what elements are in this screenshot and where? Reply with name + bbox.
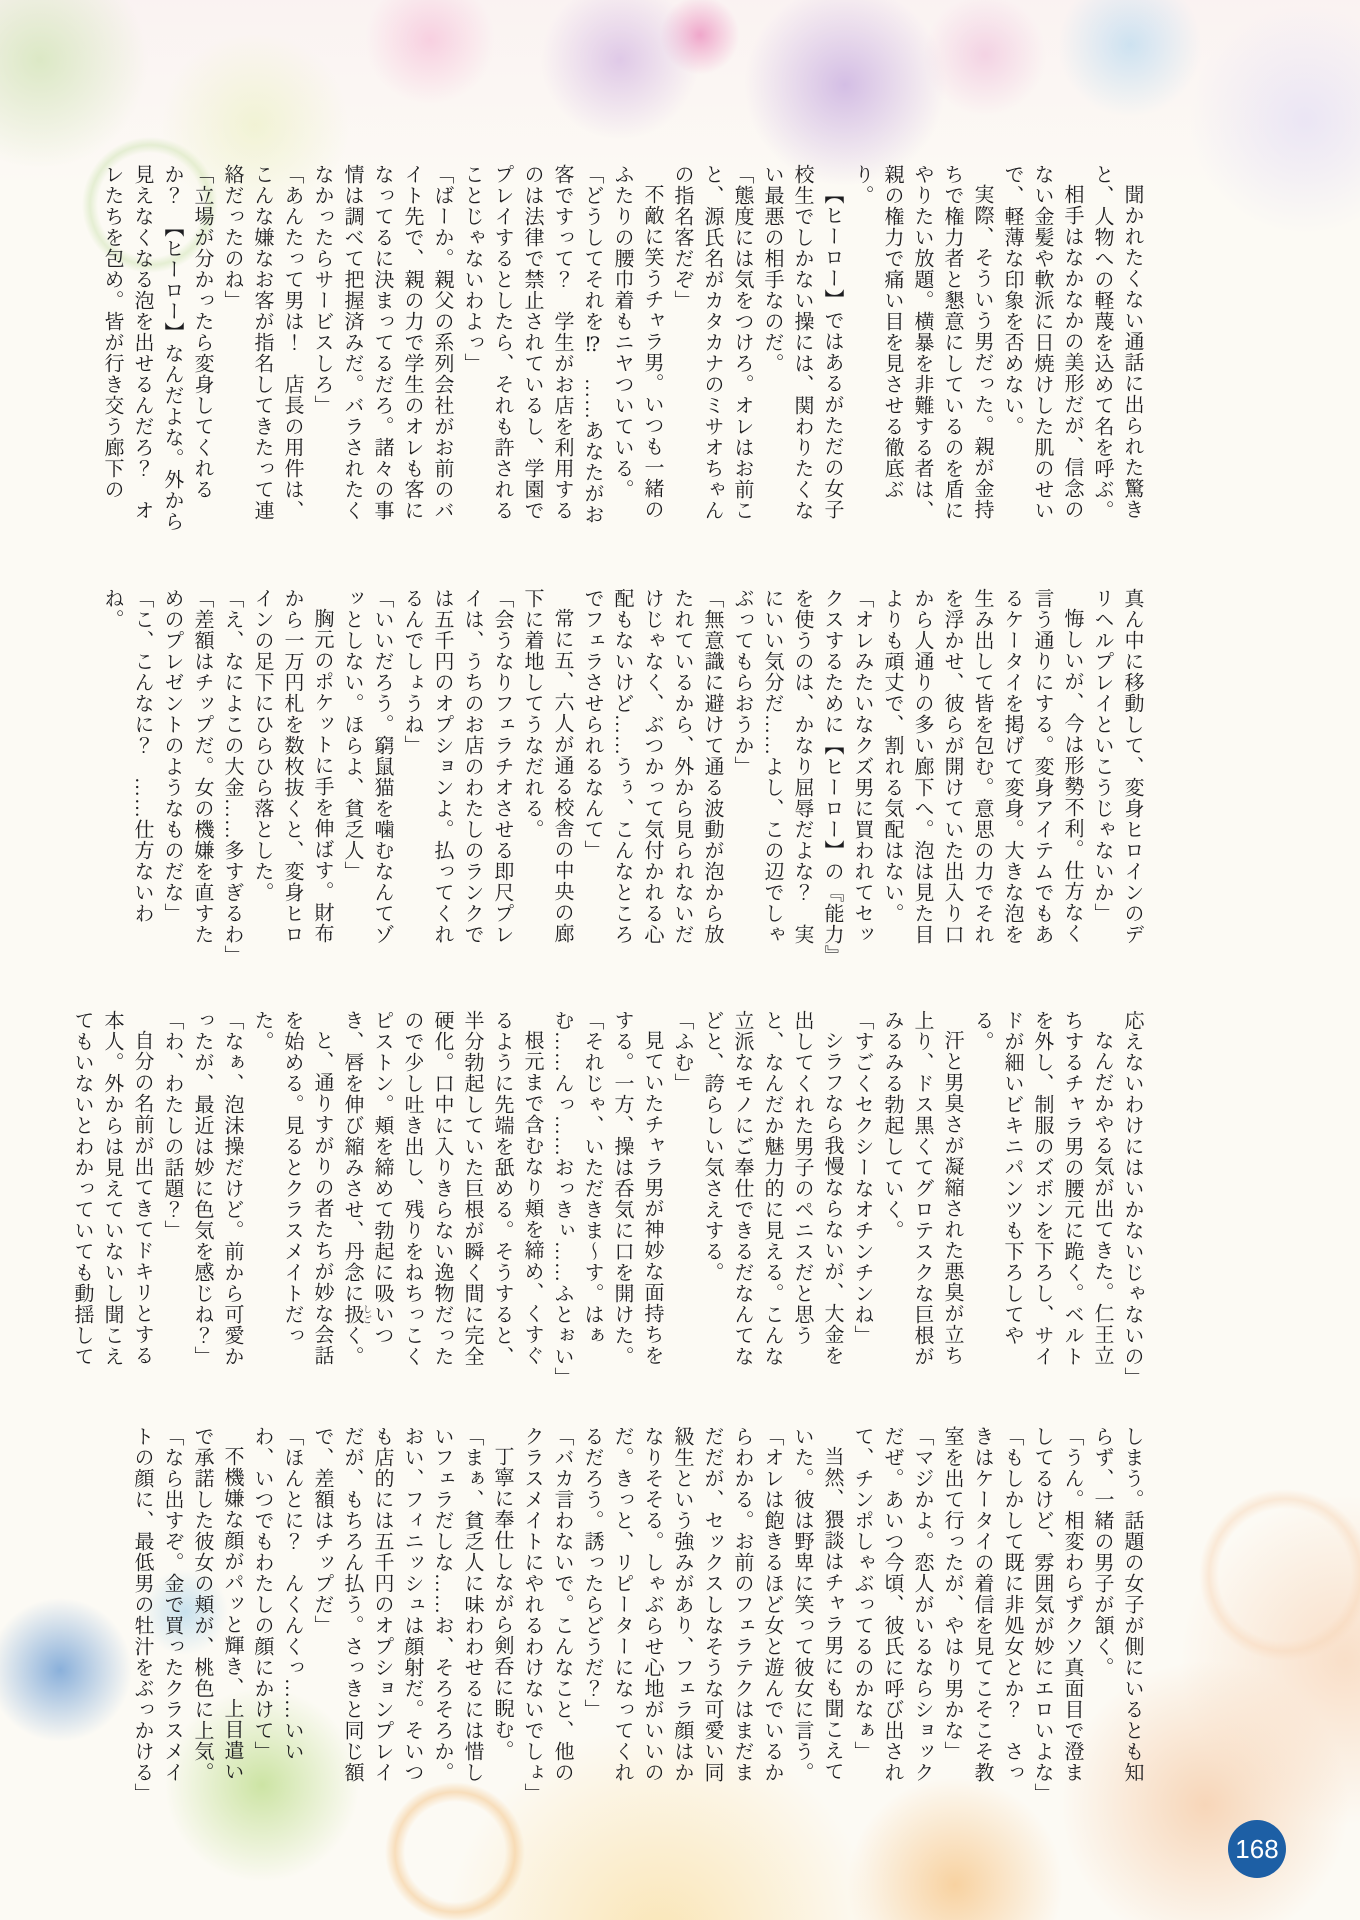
paragraph: 「あんたって男は！ 店長の用件は、こんな嫌なお客が指名してきたって連絡だったのね」 bbox=[221, 164, 303, 521]
paragraph: 「会うなりフェラチオさせる即尺プレイは、うちのお店のわたしのランクでは五千円のオプションよ。払ってくれるんでしょうね」 bbox=[401, 588, 513, 945]
paragraph: 「ほんとに？ んくんくっ……いいわ、いつでもわたしの顔にかけて」 bbox=[251, 1426, 303, 1762]
text-band-2 bbox=[101, 588, 1147, 966]
paragraph: 常に五、六人が通る校舎の中央の廊下に着地してうなだれる。 bbox=[521, 588, 573, 944]
paragraph: 見ていたチャラ男が神妙な面持ちをする。一方、操は呑気に口を開けた。 bbox=[611, 1010, 663, 1367]
paragraph: 自分の名前が出てきてドキリとする本人。外からは見えていないし聞こえてもいないとわかっていても動揺して bbox=[71, 1010, 153, 1367]
paragraph: なんだかやる気が出てきた。仁王立ちするチャラ男の腰元に跪く。ベルトを外し、制服のズボンを下ろし、サイドが細いビキニパンツも下ろしてやる。 bbox=[971, 1010, 1113, 1367]
paragraph: 「差額はチップだ。女の機嫌を直すためのプレゼントのようなものだな」 bbox=[161, 588, 213, 945]
paragraph: 「もしかして既に非処女とか？ さっきはケータイの着信を見てこそこそ教室を出て行ったが、やはり男かな」 bbox=[941, 1426, 1023, 1783]
paragraph: 「なぁ、泡沫操だけど。前から可愛かったが、最近は妙に色気を感じね？」 bbox=[191, 1010, 243, 1367]
paragraph: 「いいだろう。窮鼠猫を噛むなんてゾッとしない。ほらよ、貧乏人」 bbox=[341, 588, 393, 945]
paragraph: 汗と男臭さが凝縮された悪臭が立ち上り、ドス黒くてグロテスクな巨根がみるみる勃起していく。 bbox=[881, 1010, 963, 1367]
paragraph: 「どうしてそれを⁉ ……あなたがお客ですって？ 学生がお店を利用するのは法律で禁止されているし、学園でプレイするとしたら、それも許されることじゃないわよっ」 bbox=[461, 164, 603, 525]
text-band-4 bbox=[125, 1426, 1147, 1802]
paragraph: 胸元のポケットに手を伸ばす。財布から一万円札を数枚抜くと、変身ヒロインの足下にひらひら落とした。 bbox=[251, 588, 333, 945]
paragraph: 【ヒーロー】ではあるがただの女子校生でしかない操には、関わりたくない最悪の相手なのだ。 bbox=[761, 164, 843, 521]
paragraph: 聞かれたくない通話に出られた驚きと、人物への軽蔑を込めて名を呼ぶ。 bbox=[1091, 164, 1143, 521]
paragraph: 「え、なによこの大金……多すぎるわ」 bbox=[221, 588, 243, 966]
paragraph: 「バカ言わないで。こんなこと、他のクラスメイトにやれるわけないでしょ」 bbox=[521, 1426, 573, 1804]
paragraph: 相手はなかなかの美形だが、信念のない金髪や軟派に日焼けした肌のせいで、軽薄な印象を否めない。 bbox=[1001, 164, 1083, 521]
paragraph: 「わ、わたしの話題？」 bbox=[161, 1010, 183, 1241]
paragraph: 実際、そういう男だった。親が金持ちで権力者と懇意にしているのを盾にやりたい放題。横暴を非難する者は、親の権力で痛い目を見させる徹底ぶり。 bbox=[851, 164, 993, 521]
paragraph: と、通りすがりの者たちが妙な会話を始める。見るとクラスメイトだった。 bbox=[251, 1010, 333, 1366]
paragraph: 「立場が分かったら変身してくれるか？ 【ヒーロー】なんだよな。外から見えなくなる泡を出せるんだろ？ オレたちを包め。皆が行き交う廊下の bbox=[101, 164, 213, 532]
text-band-3 bbox=[71, 1010, 1147, 1388]
paragraph: 「マジかよ。恋人がいるならショックだぜ。あいつ今頃、彼氏に呼び出されて、チンポしゃぶってるのかなぁ」 bbox=[851, 1426, 933, 1783]
paragraph: 悔しいが、今は形勢不利。仕方なく言う通りにする。変身アイテムでもあるケータイを掲げて変身。大きな泡を生み出して皆を包む。意思の力でそれを浮かせ、彼らが開けていた出入り口から人通りの多い廊下へ。泡は見た目よりも頑丈で、割れる気配はない。 bbox=[881, 588, 1083, 945]
paragraph: 「態度には気をつけろ。オレはお前こと、源氏名がカタカナのミサオちゃんの指名客だぞ」 bbox=[671, 164, 753, 521]
paragraph: 不敵に笑うチャラ男。いつも一緒のふたりの腰巾着もニヤついている。 bbox=[611, 164, 663, 520]
paragraph: シラフなら我慢ならないが、大金を出してくれた男子のペニスだと思うと、なんだか魅力的に見える。こんな立派なモノにご奉仕できるだなんてなどと、誇らしい気さえする。 bbox=[701, 1010, 843, 1367]
paragraph: 「まぁ、貧乏人に味わわせるには惜しいフェラだしな……お、そろそろか。おい、フィニッシュは顔射だ。そいつも店的には五千円のオプションプレイだが、もちろん払う。さっきと同じ額で、差額はチップだ」 bbox=[311, 1426, 483, 1783]
paragraph: 当然、猥談はチャラ男にも聞こえていた。彼は野卑に笑って彼女に言う。 bbox=[791, 1426, 843, 1783]
paragraph: 真ん中に移動して、変身ヒロインのデリヘルプレイといこうじゃないか」 bbox=[1091, 588, 1143, 945]
paragraph: 根元まで含むなり頬を締め、くすぐるように先端を舐める。そうすると、半分勃起していた巨根が瞬く間に完全硬化。口中に入りきらない逸物だったので少し吐き出し、残りをねちっこくピストン。頬を締めて勃起に吸いつき、唇を伸び縮みさせ、丹念に扱 しごく。 bbox=[341, 1010, 543, 1367]
text-band-1 bbox=[101, 164, 1147, 540]
paragraph: 「オレみたいなクズ男に買われてセックスするために【ヒーロー】の『能力』を使うのは、かなり屈辱だよな？ 実にいい気分だ……よし、この辺でしゃぶってもらおうか」 bbox=[731, 588, 873, 956]
paragraph: 「無意識に避けて通る波動が泡から放たれているから、外から見られないだけじゃなく、ぶつかって気付かれる心配もないけど……うぅ、こんなところでフェラさせられるなんて」 bbox=[581, 588, 723, 945]
paragraph: 「それじゃ、いただきま〜す。はぁむ……んっ……おっきぃ……ふとぉい」 bbox=[551, 1010, 603, 1388]
paragraph: 「ふむ」 bbox=[671, 1010, 693, 1094]
paragraph: 丁寧に奉仕しながら剣呑に睨む。 bbox=[491, 1446, 513, 1761]
paragraph: 「なら出すぞ。金で買ったクラスメイトの顔に、最低男の牡汁をぶっかける」 bbox=[131, 1426, 183, 1804]
paragraph: 「すごくセクシーなオチンチンね」 bbox=[851, 1010, 873, 1346]
paragraph: 「うん。相変わらずクソ真面目で澄ましてるけど、雰囲気が妙にエロいよな」 bbox=[1031, 1426, 1083, 1804]
paragraph: 「ばーか。親父の系列会社がお前のバイト先で、親の力で学生のオレも客になってるに決まってるだろ。諸々の事情は調べて把握済みだ。バラされたくなかったらサービスしろ」 bbox=[311, 164, 453, 521]
paragraph: 応えないわけにはいかないじゃないの」 bbox=[1121, 1010, 1143, 1388]
page-number-badge bbox=[1228, 1820, 1286, 1878]
paragraph: 「こ、こんなに？ ……仕方ないわね。 bbox=[101, 588, 153, 924]
paragraph: 「オレは飽きるほど女と遊んでいるからわかる。お前のフェラテクはまだまだだが、セックスしなそうな可愛い同級生という強みがあり、フェラ顔はかなりそそる。しゃぶらせ心地がいいのだ。きっと、リピーターになってくれるだろう。誘ったらどうだ？」 bbox=[581, 1426, 783, 1783]
page-number: 168 bbox=[1235, 1833, 1279, 1864]
paragraph: しまう。話題の女子が側にいるとも知らず、一緒の男子が頷く。 bbox=[1091, 1426, 1143, 1783]
paragraph: 不機嫌な顔がパッと輝き、上目遣いで承諾した彼女の頬が、桃色に上気。 bbox=[191, 1426, 243, 1783]
